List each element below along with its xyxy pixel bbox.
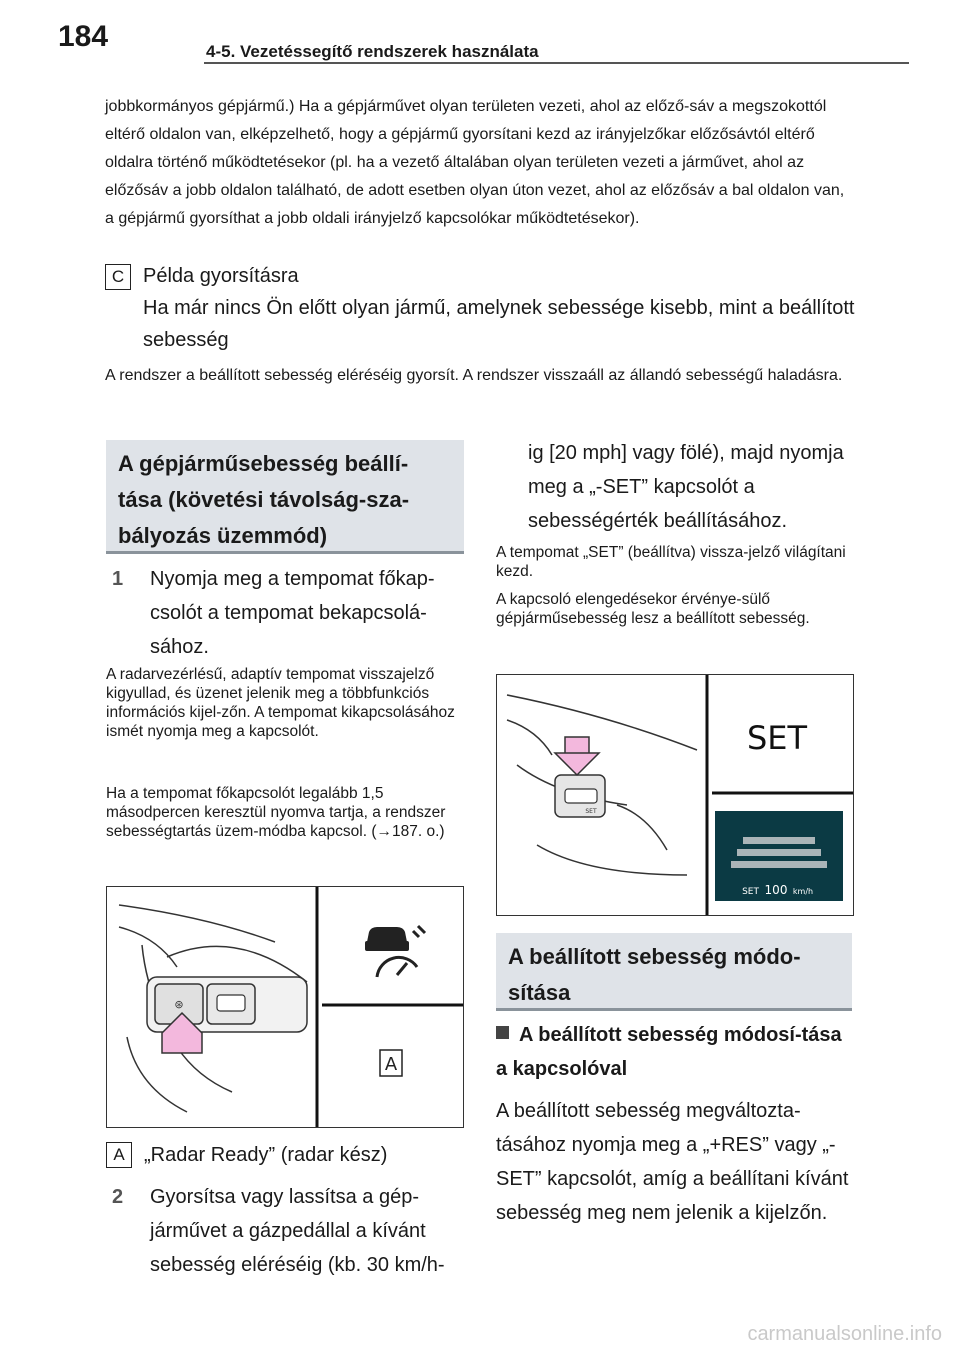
note-set-speed: A kapcsoló elengedésekor érvénye-sülő gépjárműsebesség lesz a beállított sebesség. — [496, 591, 810, 627]
example-subtitle: Ha már nincs Ön előtt olyan jármű, amelynek sebessége kisebb, mint a beállított sebesség — [143, 297, 855, 351]
subheading-text: A beállított sebesség módosí-tása a kapcsolóval — [496, 1024, 842, 1080]
example-note: A rendszer a beállított sebesség eléréséig gyorsít. A rendszer visszaáll az állandó sebességű haladásra. — [105, 367, 843, 384]
label-a-box: A — [106, 1142, 132, 1168]
step-2-continuation: ig [20 mph] vagy fölé), majd nyomja meg a „-SET” kapcsolót a sebességérték beállításához. — [528, 442, 844, 532]
set-switch-illustration — [497, 675, 853, 915]
bullet-square-icon — [496, 1026, 509, 1039]
display-unit: km/h — [792, 887, 814, 896]
example-block — [105, 260, 855, 356]
step-text: Nyomja meg a tempomat főkap-csolót a tempomat bekapcsolá-sához. — [150, 568, 435, 658]
caption-text: „Radar Ready” (radar kész) — [144, 1144, 388, 1166]
example-title: Példa gyorsításra — [143, 265, 299, 287]
label-c-box: C — [105, 264, 131, 290]
step-text: Gyorsítsa vagy lassítsa a gép-járművet a gázpedállal a kívánt sebesség eléréséig (kb. 30 km/h- — [150, 1186, 445, 1276]
caption-a — [106, 1138, 466, 1172]
header-divider — [204, 62, 909, 64]
step-number: 1 — [112, 568, 124, 590]
step-number: 2 — [112, 1186, 124, 1208]
chapter-title: 4-5. Vezetéssegítő rendszerek használata — [206, 42, 539, 61]
figure-set-switch — [496, 674, 854, 916]
set-indicator-text: SET — [746, 719, 808, 757]
svg-text:⊛: ⊛ — [174, 998, 184, 1011]
radar-cruise-icon — [365, 926, 425, 977]
watermark: carmanualsonline.info — [747, 1323, 942, 1345]
press-arrow-icon — [555, 737, 599, 775]
display-speed: 100 — [764, 883, 788, 897]
note-set-indicator: A tempomat „SET” (beállítva) vissza-jelző világítani kezd. — [496, 544, 846, 580]
section-heading-set-speed: A gépjárműsebesség beállí-tása (követési távolság-sza-bályozás üzemmód) — [106, 440, 464, 554]
figure-main-switch — [106, 886, 464, 1128]
note-speed-mode: Ha a tempomat főkapcsolót legalább 1,5 másodpercen keresztül nyomva tartja, a rendszer sebességtartás üzem-módba kapcsol. (→187. o.) — [106, 785, 446, 840]
modify-speed-body: A beállított sebesség megváltozta-tásához nyomja meg a „+RES” vagy „-SET” kapcsolót, amíg a beállítani kívánt sebesség meg nem jelenik a kijelzőn. — [496, 1100, 849, 1224]
step-2 — [112, 1180, 464, 1282]
section-heading-modify-speed: A beállított sebesség módo-sítása — [496, 933, 852, 1011]
step-1 — [112, 562, 464, 664]
page-number: 184 — [58, 20, 109, 53]
display-set-prefix: SET — [742, 887, 759, 897]
steering-switch-illustration — [107, 887, 463, 1127]
subheading-switch-adjust — [496, 1018, 852, 1086]
switch-set-label: SET — [585, 808, 597, 815]
note-radar-indicator: A radarvezérlésű, adaptív tempomat visszajelző kigyullad, és üzenet jelenik meg a többfunkciós információs kijel-zőn. A tempomat kikapcsolásához ismét nyomja meg a kapcsolót. — [106, 666, 455, 740]
figure-label-a: A — [384, 1054, 398, 1075]
intro-paragraph: jobbkormányos gépjármű.) Ha a gépjárművet olyan területen vezeti, ahol az előző-sáv a megszokottól eltérő oldalon van, elképzelhető, hogy a gépjármű gyorsítani kezd az irányjelzőkar előzősávtól eltérő oldalra történő működtetésekor (pl. ha a vezető általában olyan területen vezeti a járművet, ahol az előzősáv a jobb oldalon található, de adott esetben olyan úton vezet, ahol az előzősáv a bal oldalon van, a gépjármű gyorsíthat a jobb oldali irányjelző kapcsolókar működtetésekor). — [105, 98, 845, 227]
page-header — [0, 0, 960, 82]
